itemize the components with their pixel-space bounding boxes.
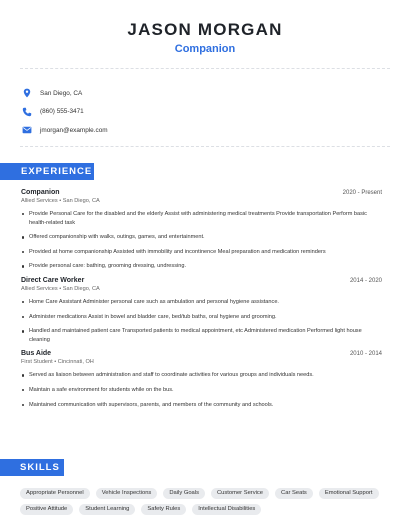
skill-chip: Appropriate Personnel	[20, 488, 90, 499]
skills-list	[20, 488, 390, 515]
header-divider	[20, 68, 390, 69]
contact-location-text: San Diego, CA	[40, 89, 83, 97]
candidate-name: JASON MORGAN	[127, 20, 283, 39]
skill-chip: Customer Service	[211, 488, 269, 499]
job-company: Allied Services • San Diego, CA	[21, 285, 100, 292]
contact-phone	[22, 103, 108, 121]
phone-icon	[22, 107, 32, 117]
contact-phone-text: (860) 555-3471	[40, 108, 84, 115]
job-title: Companion	[21, 189, 60, 196]
location-pin-icon	[22, 88, 32, 98]
experience-list	[21, 189, 382, 415]
job-bullet: Maintained communication with supervisors, parents, and members of the community and schools.	[21, 401, 382, 410]
skill-chip: Vehicle Inspections	[96, 488, 158, 499]
mail-icon	[22, 125, 32, 135]
job-bullet: Provide personal care: bathing, grooming dressing, undressing.	[21, 262, 382, 271]
skill-chip: Positive Attitude	[20, 504, 73, 515]
contact-list	[22, 84, 108, 140]
job-bullet: Provide Personal Care for the disabled and the elderly Assist with administering medical treatments Provide transportation Perform basic health-related task	[21, 210, 382, 227]
skill-chip: Emotional Support	[319, 488, 379, 499]
skill-chip: Intellectual Disabilities	[192, 504, 261, 515]
resume-header	[0, 0, 410, 56]
contact-email	[22, 121, 108, 139]
skill-chip: Student Learning	[79, 504, 135, 515]
job-bullet: Served as liaison between administration and staff to coordinate activities for various groups and individuals needs.	[21, 371, 382, 380]
job-bullet: Administer medications Assist in bowel and bladder care, bed/tub baths, oral hygiene and grooming.	[21, 313, 382, 322]
job-entry	[21, 189, 382, 271]
job-title: Bus Aide	[21, 350, 52, 358]
skill-chip: Safety Rules	[141, 504, 186, 515]
job-bullet: Handled and maintained patient care Transported patients to medical appointment, etc Administered medication Performed light house cleaning	[21, 327, 382, 344]
job-dates: 2010 - 2014	[349, 351, 382, 358]
job-entry	[21, 277, 382, 344]
contact-location	[22, 84, 108, 102]
job-entry	[21, 350, 382, 409]
job-bullet: Home Care Assistant Administer personal care such as ambulation and personal hygiene assistance.	[21, 298, 382, 307]
job-bullet: Maintain a safe environment for students while on the bus.	[21, 386, 382, 395]
job-title: Direct Care Worker	[21, 276, 85, 284]
job-company: First Student • Cincinnati, OH	[21, 359, 94, 366]
job-company: Allied Services • San Diego, CA	[21, 198, 100, 204]
job-bullet: Provided at home companionship Assisted with immobility and incontinence Meal preparation and medication reminders	[21, 248, 382, 257]
candidate-title: Companion	[174, 43, 236, 55]
contact-divider	[20, 146, 390, 147]
experience-heading: EXPERIENCE	[0, 163, 94, 180]
skill-chip: Car Seats	[275, 488, 313, 499]
job-dates: 2014 - 2020	[349, 277, 382, 284]
contact-email-text: jmorgan@example.com	[40, 126, 108, 134]
job-bullet: Offered companionship with walks, outings, games, and entertainment.	[21, 233, 382, 242]
skill-chip: Daily Goals	[163, 488, 205, 499]
job-dates: 2020 - Present	[342, 190, 382, 196]
skills-heading: SKILLS	[0, 459, 64, 476]
